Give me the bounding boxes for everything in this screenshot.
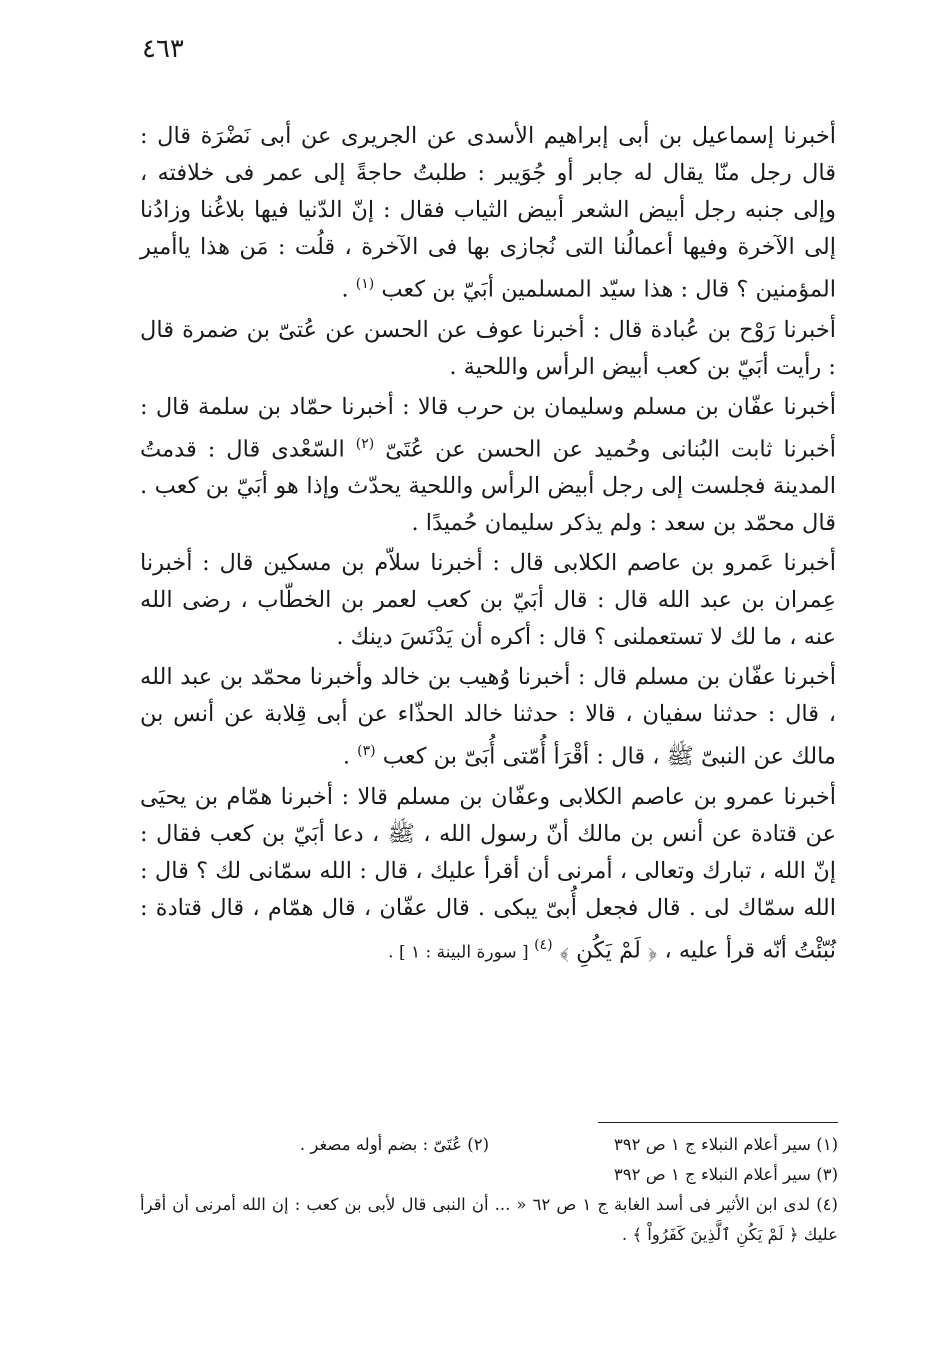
paragraph-tail: السّعْدى قال : قدمتُ المدينة فجلست إلى رجل أبيض الرأس واللحية يحدّث وإذا هو أبَيّ بن كعب . قال محمّد بن سعد : ولم يذكر سليمان حُميدًا . <box>140 436 836 536</box>
paragraph-4 <box>140 545 836 656</box>
footnote-3: (٣) سير أعلام النبلاء ج ١ ص ٣٩٢ <box>613 1165 838 1184</box>
paragraph-tail: [ سورة البينة : ١ ] . <box>388 942 535 962</box>
paragraph-text: أخبرنا رَوْح بن عُبادة قال : أخبرنا عوف عن الحسن عن عُتىّ بن ضمرة قال : رأيت أبَيّ بن كعب أبيض الرأس واللحية . <box>140 316 836 380</box>
paragraph-2 <box>140 312 836 386</box>
paragraph-6 <box>140 779 836 972</box>
footnote-ref: (٢) <box>355 435 375 452</box>
footnote-4: (٤) لدى ابن الأثير فى أسد الغابة ج ١ ص ٦٢ « ... أن النبى قال لأبى بن كعب : إن الله أمرنى أن أقرأ عليك ﴿ لَمْ يَكُنِ ٱلَّذِينَ كَفَرُواْ ﴾ . <box>140 1195 838 1244</box>
main-text <box>140 118 836 974</box>
footnote-row-3 <box>140 1190 838 1250</box>
footnote-ref: (١) <box>355 276 375 292</box>
paragraph-text: أخبرنا عمرو بن عاصم الكلابى وعفّان بن مسلم قالا : أخبرنا همّام بن يحيَى عن قتادة عن أنس بن مالك أنّ رسول الله ، ﷺ ، دعا أبَيّ بن كعب فقال : إنّ الله ، تبارك وتعالى ، أمرنى أن أقرأ عليك ، قال : الله سمّانى لك ؟ قال : الله سمّاك لى . قال فجعل أُبىّ يبكى . قال عفّان ، قال همّام ، قال قتادة : نُبّئْتُ أنّه قرأ عليه ، ﴿ لَمْ يَكُنِ ﴾ <box>140 783 836 963</box>
footnote-divider <box>598 1122 838 1123</box>
footnote-2: (٢) عُتَىّ : بضم أوله مصغر . <box>299 1135 489 1154</box>
footnote-row-2 <box>140 1160 838 1190</box>
footnote-1: (١) سير أعلام النبلاء ج ١ ص ٣٩٢ <box>613 1135 838 1154</box>
paragraph-3 <box>140 389 836 543</box>
paragraph-text: أخبرنا عَمرو بن عاصم الكلابى قال : أخبرنا سلاّم بن مسكين قال : أخبرنا عِمران بن عبد الله قال : قال أبَيّ بن كعب لعمر بن الخطّاب ، رضى الله عنه ، ما لك لا تستعملنى ؟ قال : أكره أن يَدْنَسَ دينك . <box>140 550 836 650</box>
paragraph-5 <box>140 659 836 776</box>
paragraph-1 <box>140 118 836 309</box>
footnote-ref: (٣) <box>357 743 376 759</box>
footnotes <box>140 1130 838 1250</box>
paragraph-text: أخبرنا عفّان بن مسلم قال : أخبرنا وُهيب بن خالد وأخبرنا محمّد بن عبد الله ، قال : حدثنا سفيان ، قالا : حدثنا خالد الحذّاء عن أبى قِلابة عن أنس بن مالك عن النبىّ ﷺ ، قال : أقْرَأ أُمّتى أُبَىّ بن كعب <box>140 664 836 770</box>
paragraph-tail: . <box>341 276 356 303</box>
page-number: ٤٦٣ <box>142 34 184 64</box>
footnote-ref: (٤) <box>534 936 553 953</box>
paragraph-tail: . <box>342 743 358 770</box>
paragraph-text: أخبرنا عفّان بن مسلم وسليمان بن حرب قالا : أخبرنا حمّاد بن سلمة قال : أخبرنا ثابت البُنانى وحُميد عن الحسن عن عُتَىّ <box>140 393 836 462</box>
footnote-row-1 <box>140 1130 838 1160</box>
paragraph-text: أخبرنا إسماعيل بن أبى إبراهيم الأسدى عن الجريرى عن أبى نَضْرَة قال : قال رجل منّا يقال له جابر أو جُوَيبر : طلبتُ حاجةً إلى عمر فى خلافته ، وإلى جنبه رجل أبيض الشعر أبيض الثياب فقال : إنّ الدّنيا فيها بلاغُنا وزادُنا إلى الآخرة وفيها أعمالُنا التى نُجازى بها فى الآخرة ، قلُت : مَن هذا ياأمير المؤمنين ؟ قال : هذا سيّد المسلمين أبَيّ بن كعب <box>140 123 836 303</box>
